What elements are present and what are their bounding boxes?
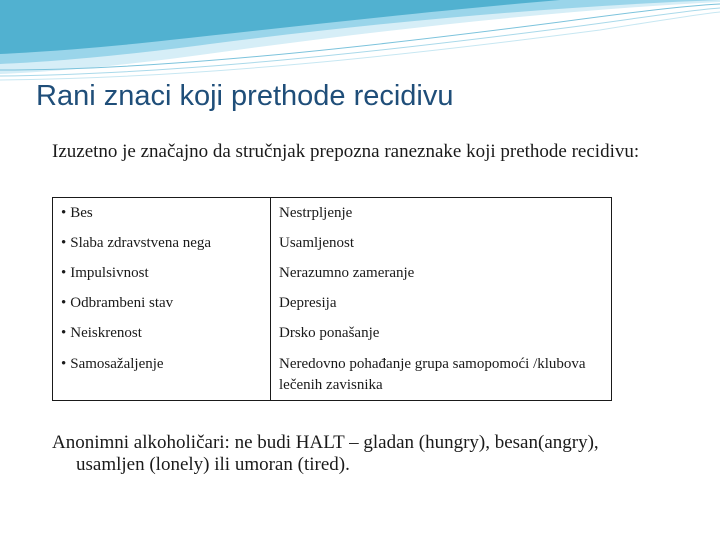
- warning-signs-table: [52, 197, 612, 401]
- table-cell: Nerazumno zameranje: [279, 265, 415, 282]
- bullet-icon: •: [61, 235, 67, 252]
- table-cell: Nestrpljenje: [279, 205, 353, 221]
- table-cell: [53, 318, 271, 348]
- table-cell: [53, 198, 271, 229]
- sign-left: Samosažaljenje: [70, 355, 164, 372]
- table-cell: Drsko ponašanje: [279, 325, 380, 342]
- table-cell: [53, 288, 271, 318]
- table-row: [53, 349, 612, 401]
- bullet-icon: •: [61, 325, 67, 342]
- intro-text: Izuzetno je značajno da stručnjak prepozna raneznake koji prethode recidivu:: [52, 141, 640, 162]
- bullet-icon: •: [61, 355, 67, 372]
- table-cell: [53, 258, 271, 288]
- sign-left: Impulsivnost: [70, 265, 149, 282]
- table-row: [53, 258, 612, 288]
- slide-title: Rani znaci koji prethode recidivu: [36, 80, 454, 112]
- bullet-icon: •: [61, 265, 67, 282]
- table-row: [53, 288, 612, 318]
- table-cell: [53, 349, 271, 401]
- table-cell: Neredovno pohađanje grupa samopomoći /klubova lečenih zavisnika: [279, 355, 586, 393]
- sign-left: Odbrambeni stav: [70, 295, 174, 312]
- bullet-icon: •: [61, 205, 67, 221]
- sign-left: Slaba zdravstvena nega: [70, 235, 212, 252]
- sign-left: Bes: [70, 205, 93, 221]
- table-cell: Usamljenost: [279, 235, 354, 252]
- table-row: [53, 318, 612, 348]
- table-cell: [53, 228, 271, 258]
- table-cell: Depresija: [279, 295, 337, 312]
- halt-note: Anonimni alkoholičari: ne budi HALT – gladan (hungry), besan(angry), usamljen (lonely) ili umoran (tired).: [52, 432, 599, 475]
- table-row: [53, 198, 612, 229]
- table-row: [53, 228, 612, 258]
- bullet-icon: •: [61, 295, 67, 312]
- sign-left: Neiskrenost: [70, 325, 142, 342]
